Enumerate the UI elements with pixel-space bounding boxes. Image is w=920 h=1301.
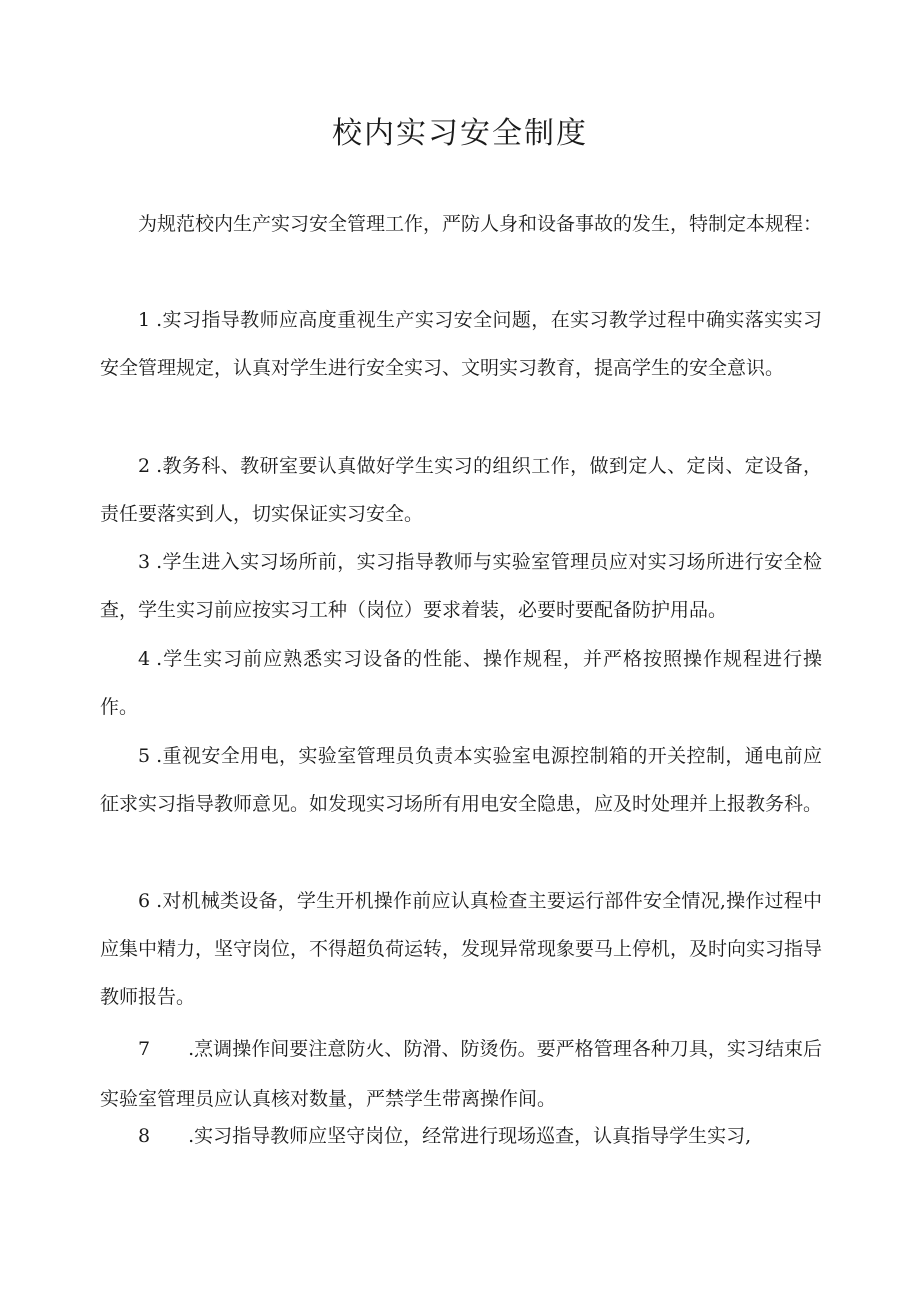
rule-item-8 xyxy=(100,1112,822,1160)
rule-item-1 xyxy=(100,296,822,392)
rule-item-4 xyxy=(100,635,822,731)
intro-paragraph: 为规范校内生产实习安全管理工作，严防人身和设备事故的发生，特制定本规程： xyxy=(138,213,823,235)
rule-item-6 xyxy=(100,877,822,1021)
rule-item-3 xyxy=(100,538,822,634)
rule-number: 3 xyxy=(138,551,151,573)
rule-number: 2 xyxy=(138,455,151,477)
rule-number: 7 xyxy=(138,1038,151,1060)
rule-number: 1 xyxy=(138,309,151,331)
rule-text: .实习指导教师应坚守岗位，经常进行现场巡查，认真指导学生实习, xyxy=(188,1125,752,1147)
rule-number: 4 xyxy=(138,648,151,670)
rule-text: .学生进入实习场所前，实习指导教师与实验室管理员应对实习场所进行安全检查，学生实习前应按实习工种（岗位）要求着装，必要时要配备防护用品。 xyxy=(100,551,822,621)
rule-item-7 xyxy=(100,1024,822,1124)
rule-text: .教务科、教研室要认真做好学生实习的组织工作，做到定人、定岗、定设备，责任要落实到人，切实保证实习安全。 xyxy=(100,455,822,525)
document-title: 校内实习安全制度 xyxy=(332,116,588,151)
rule-number: 5 xyxy=(138,745,151,767)
rule-item-2 xyxy=(100,442,822,538)
rule-number: 8 xyxy=(138,1125,151,1147)
rule-item-5 xyxy=(100,732,822,828)
rule-number: 6 xyxy=(138,890,151,912)
rule-text: .对机械类设备，学生开机操作前应认真检查主要运行部件安全情况,操作过程中应集中精力，坚守岗位，不得超负荷运转，发现异常现象要马上停机，及时向实习指导教师报告。 xyxy=(100,890,823,1008)
rule-text: .实习指导教师应高度重视生产实习安全问题，在实习教学过程中确实落实实习安全管理规定，认真对学生进行安全实习、文明实习教育，提高学生的安全意识。 xyxy=(100,309,822,379)
rule-text: .烹调操作间要注意防火、防滑、防烫伤。要严格管理各种刀具，实习结束后实验室管理员应认真核对数量，严禁学生带离操作间。 xyxy=(100,1038,822,1110)
rule-text: .重视安全用电，实验室管理员负责本实验室电源控制箱的开关控制，通电前应征求实习指导教师意见。如发现实习场所有用电安全隐患，应及时处理并上报教务科。 xyxy=(100,745,823,815)
rule-text: .学生实习前应熟悉实习设备的性能、操作规程，并严格按照操作规程进行操作。 xyxy=(100,648,822,718)
